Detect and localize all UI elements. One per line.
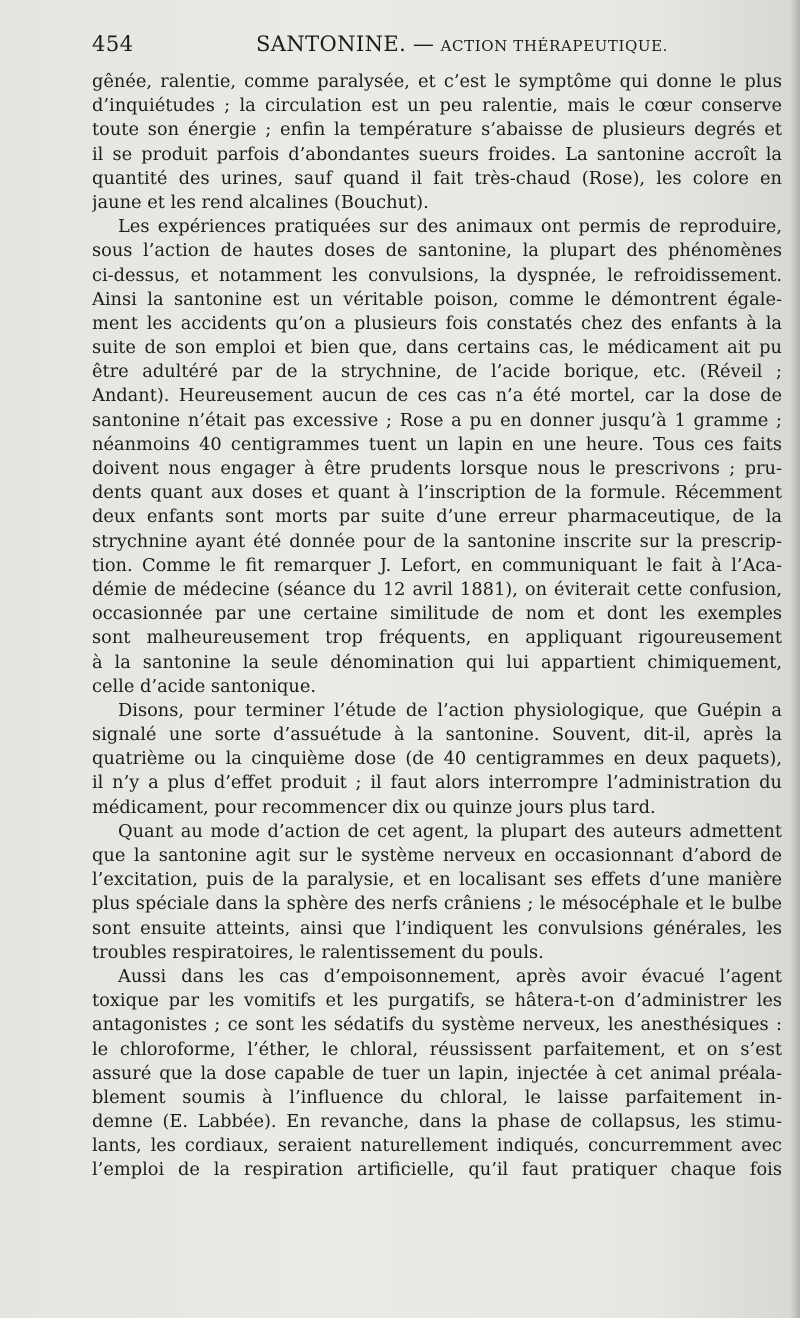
text-line: signalé une sorte d’assuétude à la santonine. Souvent, dit-il, après la — [92, 724, 782, 746]
text-line: toxique par les vomitifs et les purgatifs, se hâtera-t-on d’administrer les — [92, 990, 782, 1012]
text-line: Disons, pour terminer l’étude de l’action physiologique, que Guépin a — [118, 699, 782, 721]
text-line: l’excitation, puis de la paralysie, et en localisant ses effets d’une manière — [92, 869, 782, 891]
paragraph — [92, 215, 782, 699]
text-line: médicament, pour recommencer dix ou quinze jours plus tard. — [92, 796, 656, 818]
text-line: celle d’acide santonique. — [92, 675, 317, 697]
text-line: deux enfants sont morts par suite d’une erreur pharmaceutique, de la — [92, 506, 782, 528]
text-line: être adultéré par de la strychnine, de l’acide borique, etc. (Réveil ; — [92, 361, 782, 383]
title-subtitle: ACTION THÉRAPEUTIQUE. — [440, 37, 669, 55]
running-header — [92, 32, 782, 60]
paragraph — [92, 965, 782, 1183]
text-line: troubles respiratoires, le ralentissement du pouls. — [92, 941, 544, 963]
text-line: toute son énergie ; enfin la température s’abaisse de plusieurs degrés et — [92, 119, 782, 141]
text-line: santonine n’était pas excessive ; Rose a pu en donner jusqu’à 1 gramme ; — [92, 409, 782, 431]
text-line: l’emploi de la respiration artificielle, qu’il faut pratiquer chaque fois — [92, 1159, 782, 1181]
text-line: dents quant aux doses et quant à l’inscription de la formule. Récemment — [92, 482, 782, 504]
text-line: suite de son emploi et bien que, dans certains cas, le médicament ait pu — [92, 337, 782, 359]
text-line: sous l’action de hautes doses de santonine, la plupart des phénomènes — [92, 240, 782, 262]
text-line: démie de médecine (séance du 12 avril 1881), on éviterait cette confusion, — [92, 578, 782, 600]
text-line: blement soumis à l’influence du chloral, le laisse parfaitement in- — [92, 1086, 782, 1108]
text-line: strychnine ayant été donnée pour de la santonine inscrite sur la prescrip- — [92, 530, 782, 552]
text-line: il n’y a plus d’effet produit ; il faut alors interrompre l’administration du — [92, 772, 782, 794]
paragraph — [92, 70, 782, 215]
page-edge-shadow — [790, 0, 800, 1318]
text-line: Ainsi la santonine est un véritable poison, comme le démontrent égale- — [92, 288, 782, 310]
text-line: jaune et les rend alcalines (Bouchut). — [92, 191, 429, 213]
text-line: ci-dessus, et notamment les convulsions, la dyspnée, le refroidissement. — [92, 264, 782, 286]
text-line: plus spéciale dans la sphère des nerfs crâniens ; le mésocéphale et le bulbe — [92, 893, 782, 915]
text-line: néanmoins 40 centigrammes tuent un lapin en une heure. Tous ces faits — [92, 433, 782, 455]
text-line: quatrième ou la cinquième dose (de 40 centigrammes en deux paquets), — [92, 748, 782, 770]
text-line: il se produit parfois d’abondantes sueurs froides. La santonine accroît la — [92, 143, 782, 165]
paragraph — [92, 699, 782, 820]
text-line: Andant). Heureusement aucun de ces cas n’a été mortel, car la dose de — [92, 385, 782, 407]
text-line: assuré que la dose capable de tuer un lapin, injectée à cet animal préala- — [92, 1062, 782, 1084]
text-line: Les expériences pratiquées sur des animaux ont permis de reproduire, — [118, 216, 782, 238]
text-line: sont malheureusement trop fréquents, en appliquant rigoureusement — [92, 627, 782, 649]
title-dash: — — [412, 32, 434, 56]
body-text — [92, 70, 782, 1183]
text-line: Quant au mode d’action de cet agent, la plupart des auteurs admettent — [118, 820, 782, 842]
text-line: tion. Comme le fit remarquer J. Lefort, en communiquant le fait à l’Aca- — [92, 554, 782, 576]
text-line: ment les accidents qu’on a plusieurs fois constatés chez des enfants à la — [92, 312, 782, 334]
text-line: quantité des urines, sauf quand il fait très-chaud (Rose), les colore en — [92, 167, 782, 189]
text-line: demne (E. Labbée). En revanche, dans la phase de collapsus, les stimu- — [92, 1111, 782, 1133]
running-title — [256, 32, 668, 56]
text-line: que la santonine agit sur le système nerveux en occasionnant d’abord de — [92, 845, 782, 866]
text-line: antagonistes ; ce sont les sédatifs du système nerveux, les anesthésiques : — [92, 1014, 782, 1036]
page-number: 454 — [92, 32, 134, 56]
text-line: sont ensuite atteints, ainsi que l’indiquent les convulsions générales, les — [92, 917, 782, 939]
text-line: occasionnée par une certaine similitude de nom et dont les exemples — [92, 603, 782, 625]
text-line: gênée, ralentie, comme paralysée, et c’est le symptôme qui donne le plus — [92, 71, 782, 92]
text-line: le chloroforme, l’éther, le chloral, réussissent parfaitement, et on s’est — [92, 1038, 782, 1060]
text-line: lants, les cordiaux, seraient naturellement indiqués, concurremment avec — [92, 1135, 782, 1157]
text-line: doivent nous engager à être prudents lorsque nous le prescrivons ; pru- — [92, 458, 782, 479]
text-line: d’inquiétudes ; la circulation est un peu ralentie, mais le cœur conserve — [92, 95, 782, 117]
text-line: Aussi dans les cas d’empoisonnement, après avoir évacué l’agent — [118, 965, 782, 987]
title-santonine: SANTONINE. — [256, 32, 407, 56]
text-line: à la santonine la seule dénomination qui lui appartient chimiquement, — [92, 651, 782, 673]
paragraph — [92, 820, 782, 965]
